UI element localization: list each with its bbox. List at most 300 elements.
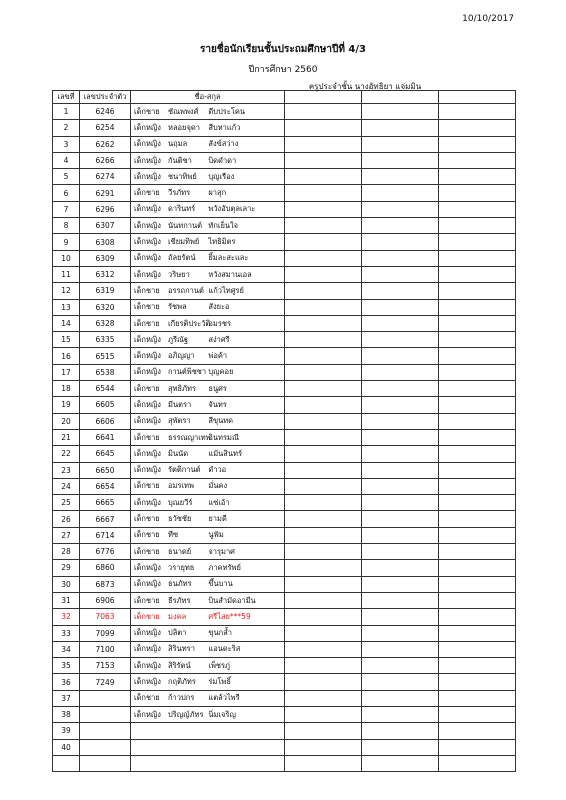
student-id: 6308: [80, 234, 131, 250]
blank-cell: [285, 266, 362, 282]
last-name: สังยะอ: [208, 302, 230, 312]
last-name: บินสำมัดอามีน: [208, 595, 256, 605]
row-number: 19: [53, 397, 80, 413]
table-row: [53, 658, 516, 674]
blank-cell: [285, 511, 362, 527]
blank-cell: [362, 169, 439, 185]
blank-cell: [439, 658, 516, 674]
homeroom-teacher: ครูประจำชั้น นางอัทธิยา แจ่มมิน: [308, 82, 422, 91]
blank-cell: [362, 560, 439, 576]
name-prefix: เด็กหญิง: [134, 139, 161, 149]
name-prefix: เด็กหญิง: [134, 448, 161, 458]
student-id: 6246: [80, 104, 131, 120]
name-prefix: เด็กชาย: [134, 595, 160, 605]
row-number: 35: [53, 658, 80, 674]
table-row: [53, 641, 516, 657]
last-name: ร่มโพธิ์: [208, 677, 231, 687]
first-name: เกียรติประวัติ: [168, 318, 211, 328]
table-row: [53, 560, 516, 576]
blank-cell: [362, 690, 439, 706]
blank-cell: [285, 185, 362, 201]
blank-cell: [285, 364, 362, 380]
last-name: ยามดี: [208, 514, 227, 524]
last-name: แม้นสินทร์: [208, 448, 242, 458]
student-name: [131, 104, 285, 120]
blank-cell: [285, 218, 362, 234]
blank-cell: [439, 723, 516, 739]
student-name: [131, 413, 285, 429]
row-number: 8: [53, 218, 80, 234]
blank-cell: [362, 658, 439, 674]
table-row: [53, 185, 516, 201]
row-number: 12: [53, 283, 80, 299]
table-row: [53, 690, 516, 706]
student-id: 6274: [80, 169, 131, 185]
blank-cell: [362, 625, 439, 641]
blank-cell: [439, 625, 516, 641]
blank-cell: [439, 397, 516, 413]
blank-cell: [439, 755, 516, 771]
student-id: 6641: [80, 429, 131, 445]
table-row: [53, 527, 516, 543]
blank-cell: [285, 495, 362, 511]
blank-cell: [439, 152, 516, 168]
name-prefix: เด็กหญิง: [134, 660, 161, 670]
name-prefix: เด็กหญิง: [134, 334, 161, 344]
blank-cell: [362, 511, 439, 527]
blank-cell: [285, 381, 362, 397]
student-id: 6254: [80, 120, 131, 136]
blank-cell: [362, 576, 439, 592]
blank-cell: [439, 283, 516, 299]
blank-cell: [285, 560, 362, 576]
table-row: [53, 576, 516, 592]
blank-cell: [285, 641, 362, 657]
student-id: 6296: [80, 201, 131, 217]
last-name: ยิ้มละสะและ: [208, 253, 249, 263]
blank-cell: [362, 446, 439, 462]
blank-cell: [439, 576, 516, 592]
blank-cell: [439, 544, 516, 560]
student-id: 6335: [80, 332, 131, 348]
table-row: [53, 299, 516, 315]
table-row: [53, 429, 516, 445]
student-name: [131, 381, 285, 397]
name-prefix: เด็กชาย: [134, 188, 160, 198]
student-id: 6605: [80, 397, 131, 413]
last-name: ขึ้นบาน: [208, 579, 233, 589]
blank-cell: [439, 511, 516, 527]
name-prefix: เด็กหญิง: [134, 253, 161, 263]
table-row: [53, 381, 516, 397]
student-name: [131, 609, 285, 625]
column-header-number: เลขที่: [53, 91, 80, 104]
student-name: [131, 136, 285, 152]
academic-year: ปีการศึกษา 2560: [248, 65, 318, 75]
last-name: บิดดำดา: [208, 155, 237, 165]
table-row: [53, 169, 516, 185]
blank-cell: [362, 283, 439, 299]
first-name: ภูรีณัฐ: [168, 334, 189, 344]
table-row: [53, 218, 516, 234]
name-prefix: เด็กหญิง: [134, 367, 161, 377]
student-id: [80, 755, 131, 771]
blank-cell: [362, 152, 439, 168]
blank-cell: [362, 641, 439, 657]
table-row: [53, 462, 516, 478]
student-name: [131, 283, 285, 299]
row-number: 21: [53, 429, 80, 445]
student-id: 6650: [80, 462, 131, 478]
table-row: [53, 674, 516, 690]
last-name: หวังสมานเอล: [208, 269, 252, 279]
blank-cell: [439, 381, 516, 397]
table-row: [53, 495, 516, 511]
blank-cell: [439, 429, 516, 445]
blank-cell: [439, 120, 516, 136]
row-number: 3: [53, 136, 80, 152]
blank-cell: [362, 136, 439, 152]
blank-cell: [439, 560, 516, 576]
last-name: ทักเย็นใจ: [208, 220, 239, 230]
last-name: จันทร: [208, 399, 227, 409]
student-table: [52, 90, 516, 772]
blank-cell: [362, 544, 439, 560]
name-prefix: เด็กหญิง: [134, 465, 161, 475]
name-prefix: เด็กหญิง: [134, 497, 161, 507]
student-name: [131, 120, 285, 136]
name-prefix: เด็กหญิง: [134, 399, 161, 409]
name-prefix: เด็กชาย: [134, 106, 160, 116]
name-prefix: เด็กชาย: [134, 546, 160, 556]
row-number: [53, 755, 80, 771]
row-number: 23: [53, 462, 80, 478]
first-name: นฤมล: [168, 139, 188, 149]
name-prefix: เด็กหญิง: [134, 237, 161, 247]
student-name: [131, 625, 285, 641]
name-prefix: เด็กหญิง: [134, 628, 161, 638]
row-number: 39: [53, 723, 80, 739]
row-number: 29: [53, 560, 80, 576]
name-prefix: เด็กชาย: [134, 432, 160, 442]
row-number: 33: [53, 625, 80, 641]
student-name: [131, 641, 285, 657]
table-row: [53, 478, 516, 494]
row-number: 1: [53, 104, 80, 120]
blank-cell: [362, 592, 439, 608]
blank-cell: [439, 348, 516, 364]
first-name: หลอยจุดา: [168, 122, 200, 132]
blank-cell: [362, 332, 439, 348]
blank-cell: [362, 315, 439, 331]
first-name: กันติชา: [168, 155, 192, 165]
blank-cell: [439, 299, 516, 315]
student-name: [131, 299, 285, 315]
last-name: บุญคอย: [208, 367, 234, 377]
row-number: 2: [53, 120, 80, 136]
last-name: ศรีไสย***59: [208, 611, 251, 621]
blank-cell: [439, 104, 516, 120]
table-row: [53, 332, 516, 348]
blank-cell: [439, 250, 516, 266]
first-name: ทีซ: [168, 530, 179, 540]
first-name: เขียมทิพย์: [168, 237, 200, 247]
row-number: 5: [53, 169, 80, 185]
first-name: สิริรัตน์: [168, 660, 191, 670]
first-name: ก้าวปกร: [168, 693, 195, 703]
blank-cell: [439, 218, 516, 234]
student-name: [131, 429, 285, 445]
student-name: [131, 560, 285, 576]
blank-cell: [285, 625, 362, 641]
name-prefix: เด็กหญิง: [134, 644, 161, 654]
blank-cell: [285, 136, 362, 152]
column-header-blank: [285, 91, 362, 104]
blank-cell: [285, 332, 362, 348]
blank-cell: [439, 495, 516, 511]
blank-cell: [362, 495, 439, 511]
blank-cell: [439, 690, 516, 706]
table-row: [53, 706, 516, 722]
first-name: สุทธิภัทร: [168, 383, 197, 393]
column-header-blank: [362, 91, 439, 104]
student-id: 6328: [80, 315, 131, 331]
last-name: ธนูศร: [208, 383, 227, 393]
blank-cell: [285, 234, 362, 250]
blank-cell: [285, 544, 362, 560]
row-number: 4: [53, 152, 80, 168]
first-name: ดารินทร์: [168, 204, 196, 214]
blank-cell: [362, 120, 439, 136]
last-name: พ่อค้า: [208, 351, 228, 361]
row-number: 28: [53, 544, 80, 560]
blank-cell: [285, 755, 362, 771]
last-name: ภาคทรัพย์: [208, 562, 241, 572]
blank-cell: [362, 104, 439, 120]
student-id: 6714: [80, 527, 131, 543]
student-name: [131, 739, 285, 755]
blank-cell: [285, 201, 362, 217]
blank-cell: [285, 413, 362, 429]
name-prefix: เด็กชาย: [134, 514, 160, 524]
student-name: [131, 169, 285, 185]
row-number: 24: [53, 478, 80, 494]
first-name: กานต์พิชชา: [168, 367, 207, 377]
blank-cell: [362, 364, 439, 380]
name-prefix: เด็กชาย: [134, 693, 160, 703]
first-name: สุพัตรา: [168, 416, 191, 426]
blank-cell: [285, 658, 362, 674]
table-row: [53, 446, 516, 462]
blank-cell: [362, 527, 439, 543]
table-row: [53, 755, 516, 771]
blank-cell: [362, 234, 439, 250]
name-prefix: เด็กหญิง: [134, 416, 161, 426]
last-name: พวังอับตุลเลาะ: [208, 204, 256, 214]
page-title: รายชื่อนักเรียนชั้นประถมศึกษาปีที่ 4/3: [200, 44, 366, 55]
blank-cell: [439, 413, 516, 429]
blank-cell: [285, 250, 362, 266]
row-number: 32: [53, 609, 80, 625]
table-row: [53, 283, 516, 299]
student-name: [131, 201, 285, 217]
row-number: 18: [53, 381, 80, 397]
table-row: [53, 152, 516, 168]
first-name: บุณยวีร์: [168, 497, 193, 507]
last-name: จารุมาศ: [208, 546, 235, 556]
name-prefix: เด็กชาย: [134, 383, 160, 393]
student-id: 6665: [80, 495, 131, 511]
first-name: ธีรภัทร: [168, 595, 191, 605]
blank-cell: [285, 429, 362, 445]
last-name: มั่นคง: [208, 481, 228, 491]
first-name: ธนาดย์: [168, 546, 192, 556]
first-name: วีรภัทร: [168, 188, 191, 198]
first-name: ชนาทิพย์: [168, 171, 197, 181]
blank-cell: [285, 478, 362, 494]
last-name: ดำวอ: [208, 465, 227, 475]
student-name: [131, 234, 285, 250]
blank-cell: [362, 739, 439, 755]
blank-cell: [285, 527, 362, 543]
blank-cell: [439, 315, 516, 331]
student-id: 7063: [80, 609, 131, 625]
blank-cell: [285, 706, 362, 722]
student-name: [131, 348, 285, 364]
student-name: [131, 658, 285, 674]
name-prefix: เด็กหญิง: [134, 204, 161, 214]
blank-cell: [285, 104, 362, 120]
row-number: 10: [53, 250, 80, 266]
blank-cell: [439, 266, 516, 282]
student-name: [131, 544, 285, 560]
first-name: ปริญญ์ภัทร: [168, 709, 204, 719]
student-id: 6319: [80, 283, 131, 299]
student-name: [131, 446, 285, 462]
column-header-blank: [439, 91, 516, 104]
last-name: ดีบประโคน: [208, 106, 246, 116]
first-name: มงคล: [168, 611, 187, 621]
student-id: 7100: [80, 641, 131, 657]
row-number: 9: [53, 234, 80, 250]
last-name: นิ่มเจริญ: [208, 709, 236, 719]
blank-cell: [285, 690, 362, 706]
blank-cell: [439, 332, 516, 348]
table-row: [53, 544, 516, 560]
table-row: [53, 250, 516, 266]
first-name: วริษยา: [168, 269, 190, 279]
table-header-row: [53, 91, 516, 104]
row-number: 15: [53, 332, 80, 348]
blank-cell: [439, 478, 516, 494]
blank-cell: [285, 169, 362, 185]
blank-cell: [285, 348, 362, 364]
first-name: นันทกานต์: [168, 220, 202, 230]
blank-cell: [362, 185, 439, 201]
student-id: 6266: [80, 152, 131, 168]
blank-cell: [362, 266, 439, 282]
student-id: 6515: [80, 348, 131, 364]
table-row: [53, 739, 516, 755]
blank-cell: [362, 674, 439, 690]
blank-cell: [285, 120, 362, 136]
blank-cell: [439, 136, 516, 152]
student-name: [131, 266, 285, 282]
table-row: [53, 201, 516, 217]
blank-cell: [362, 201, 439, 217]
blank-cell: [285, 609, 362, 625]
student-name: [131, 690, 285, 706]
table-row: [53, 397, 516, 413]
blank-cell: [285, 739, 362, 755]
first-name: ธนภัทร: [168, 579, 192, 589]
blank-cell: [285, 397, 362, 413]
row-number: 7: [53, 201, 80, 217]
last-name: แก้วไทศูรย์: [208, 285, 244, 295]
row-number: 36: [53, 674, 80, 690]
blank-cell: [285, 723, 362, 739]
blank-cell: [439, 674, 516, 690]
row-number: 16: [53, 348, 80, 364]
blank-cell: [362, 299, 439, 315]
row-number: 13: [53, 299, 80, 315]
last-name: สังข์สว่าง: [208, 139, 239, 149]
student-id: 6860: [80, 560, 131, 576]
row-number: 27: [53, 527, 80, 543]
column-header-student-id: เลขประจำตัว: [80, 91, 131, 104]
name-prefix: เด็กหญิง: [134, 562, 161, 572]
print-date: 10/10/2017: [462, 14, 514, 24]
table-row: [53, 348, 516, 364]
last-name: แตล้วไพรี: [208, 693, 240, 703]
student-id: 6776: [80, 544, 131, 560]
blank-cell: [362, 397, 439, 413]
blank-cell: [362, 381, 439, 397]
name-prefix: เด็กหญิง: [134, 220, 161, 230]
first-name: สิรินทรา: [168, 644, 195, 654]
last-name: เพ็ชรภู่: [208, 660, 230, 670]
student-name: [131, 218, 285, 234]
row-number: 38: [53, 706, 80, 722]
first-name: ธวัชชัย: [168, 514, 192, 524]
first-name: กฤติภัทร: [168, 677, 196, 687]
row-number: 6: [53, 185, 80, 201]
blank-cell: [362, 755, 439, 771]
first-name: รัชพล: [168, 302, 187, 312]
table-row: [53, 266, 516, 282]
row-number: 14: [53, 315, 80, 331]
row-number: 11: [53, 266, 80, 282]
first-name: ชัณพพงศ์: [168, 106, 199, 116]
row-number: 26: [53, 511, 80, 527]
name-prefix: เด็กชาย: [134, 481, 160, 491]
student-name: [131, 250, 285, 266]
blank-cell: [285, 152, 362, 168]
blank-cell: [362, 723, 439, 739]
last-name: นูฟัม: [208, 530, 224, 540]
row-number: 40: [53, 739, 80, 755]
table-row: [53, 723, 516, 739]
name-prefix: เด็กชาย: [134, 611, 160, 621]
student-name: [131, 397, 285, 413]
name-prefix: เด็กหญิง: [134, 351, 161, 361]
student-id: 6309: [80, 250, 131, 266]
blank-cell: [439, 527, 516, 543]
name-prefix: เด็กชาย: [134, 285, 160, 295]
blank-cell: [285, 446, 362, 462]
blank-cell: [362, 218, 439, 234]
blank-cell: [439, 706, 516, 722]
